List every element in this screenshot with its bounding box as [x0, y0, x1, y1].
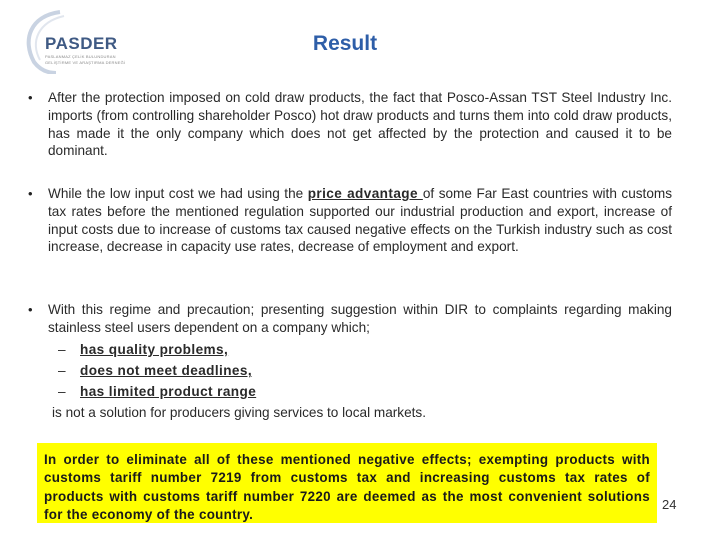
sub-item-dash: – [58, 384, 66, 399]
bullet-text-1: After the protection imposed on cold draw products, the fact that Posco-Assan TST Steel Industry Inc. imports (from controlling shareholder Posco) hot draw products and turns them into cold draw products, has made it the only company which does not get affected by the protection and caused it to be dominant. [48, 90, 672, 159]
bullet-marker-3: • [28, 302, 33, 317]
sub-item [58, 363, 252, 378]
bullet-marker-1: • [28, 90, 33, 105]
bullet-2-text-after: of some Far East countries with customs tax rates before the mentioned regulation supported our industrial production and export, increase of input costs due to increase of customs tax caused negative effects on the Turkish industry such as cost increase, decrease in capacity use rates, decrease of employment and export. [48, 186, 673, 255]
bullet-text-3: With this regime and precaution; presenting suggestion within DIR to complaints regarding making stainless steel users dependent on a company which; [48, 302, 672, 335]
sub-item [58, 384, 256, 399]
page-number: 24 [662, 497, 677, 512]
logo-subtitle-line2: GELİŞTİRME VE ARAŞTIRMA DERNEĞİ [45, 60, 126, 65]
sub-item [58, 342, 228, 357]
bullet-marker-2: • [28, 186, 33, 201]
sub-item-text: does not meet deadlines, [80, 363, 253, 378]
sub-item-text: has limited product range [80, 384, 257, 399]
bullet-text-2 [48, 185, 672, 256]
sub-item-dash: – [58, 342, 66, 357]
sub-item-dash: – [58, 363, 66, 378]
closing-statement: is not a solution for producers giving services to local markets. [52, 405, 426, 420]
highlighted-conclusion: In order to eliminate all of these mentioned negative effects; exempting products with customs tariff number 7219 from customs tax and increasing customs tax rates of products with customs tariff number 7220 are deemed as the most convenient solutions for the economy of the country. [37, 443, 657, 523]
bullet-2-text-before: While the low input cost we had using the [48, 186, 308, 201]
price-advantage-emphasis: price advantage [307, 186, 423, 201]
logo-name: PASDER [45, 34, 118, 53]
sub-item-text: has quality problems, [80, 342, 229, 357]
logo-subtitle-line1: PASLANMAZ ÇELİK BULUNDURAN [45, 54, 116, 59]
slide-title: Result [312, 32, 378, 55]
